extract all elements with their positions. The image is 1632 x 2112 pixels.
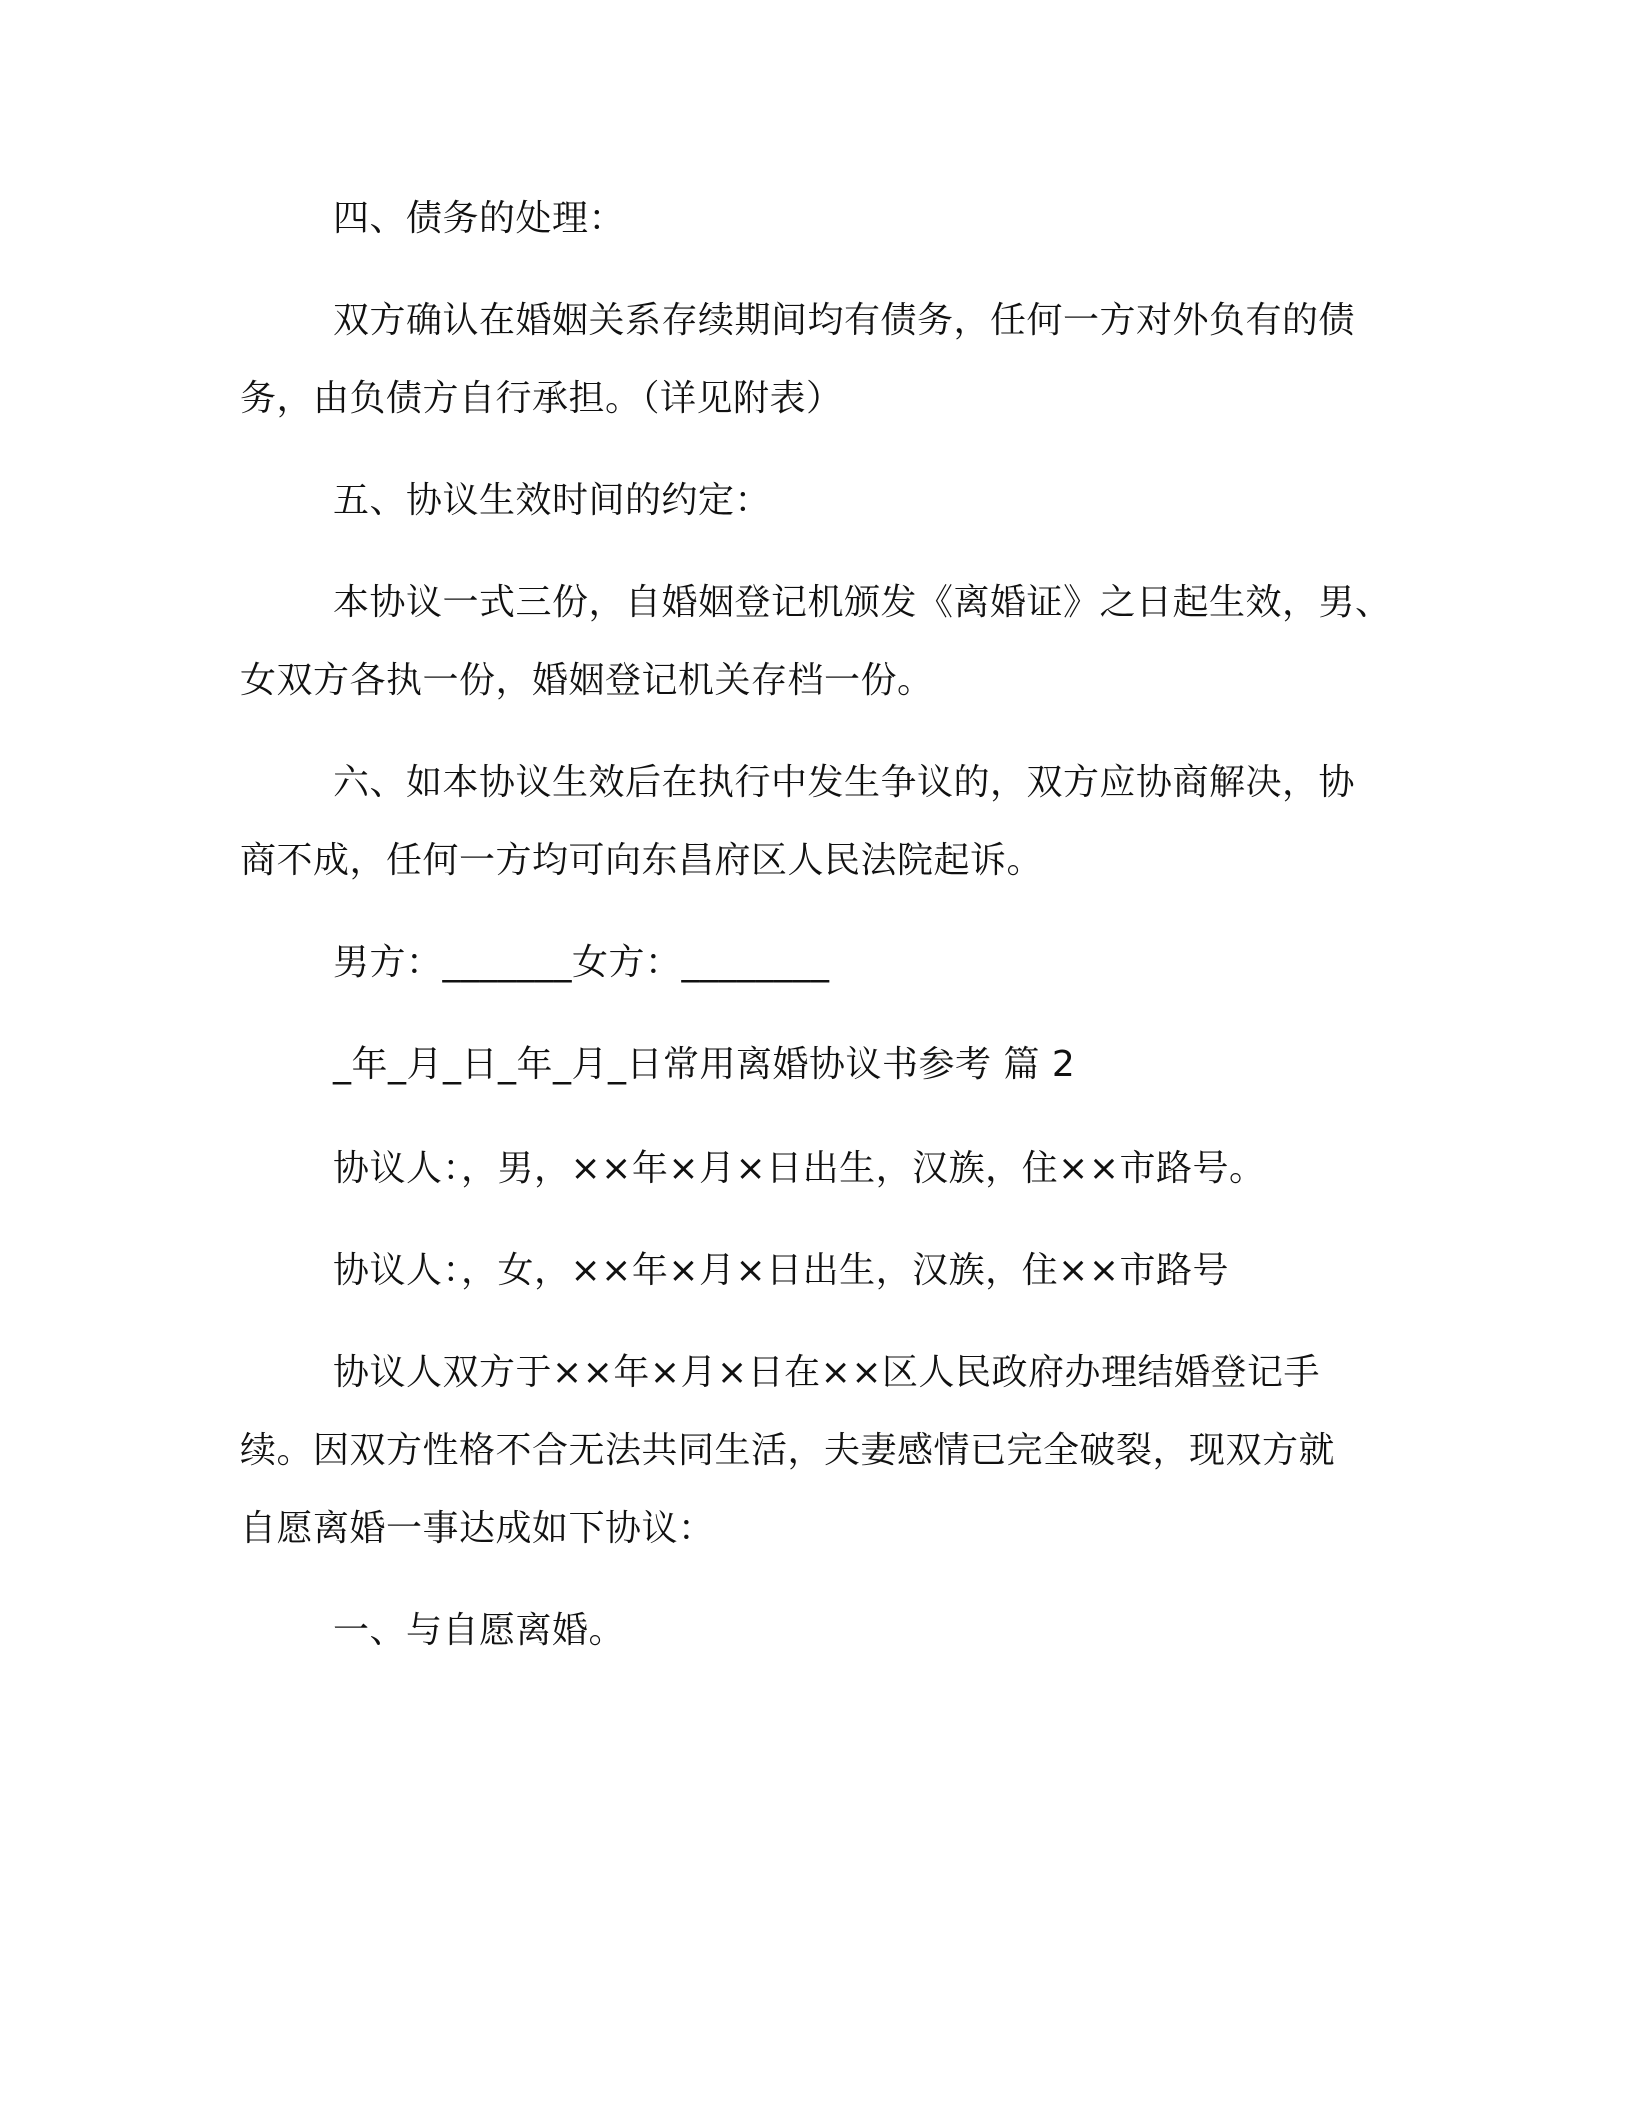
paragraph-line: 自愿离婚一事达成如下协议： (240, 1508, 715, 1549)
section-heading-debts: 四、债务的处理： (333, 198, 626, 239)
section-heading-voluntary-divorce: 一、与自愿离婚。 (333, 1610, 626, 1651)
party-line-female: 协议人：，女，××年×月×日出生，汉族，住××市路号 (333, 1250, 1229, 1291)
paragraph-line: 续。因双方性格不合无法共同生活，夫妻感情已完全破裂，现双方就 (240, 1430, 1336, 1471)
paragraph-line: 协议人双方于××年×月×日在××区人民政府办理结婚登记手 (333, 1352, 1320, 1393)
party-line-male: 协议人：，男，××年×月×日出生，汉族，住××市路号。 (333, 1148, 1266, 1189)
paragraph-line: 女双方各执一份，婚姻登记机关存档一份。 (240, 660, 934, 701)
section-heading-effective-time: 五、协议生效时间的约定： (333, 480, 772, 521)
paragraph-line: 双方确认在婚姻关系存续期间均有债务，任何一方对外负有的债 (333, 300, 1356, 341)
signature-line: 男方：_______女方：________ (333, 942, 830, 983)
paragraph-line: 商不成，任何一方均可向东昌府区人民法院起诉。 (240, 840, 1044, 881)
date-and-title-line: _年_月_日_年_月_日常用离婚协议书参考 篇 2 (333, 1044, 1076, 1085)
paragraph-line: 务，由负债方自行承担。（详见附表） (240, 378, 843, 419)
paragraph-line: 本协议一式三份，自婚姻登记机颁发《离婚证》之日起生效，男、 (333, 582, 1392, 623)
section-heading-disputes: 六、如本协议生效后在执行中发生争议的，双方应协商解决，协 (333, 762, 1356, 803)
